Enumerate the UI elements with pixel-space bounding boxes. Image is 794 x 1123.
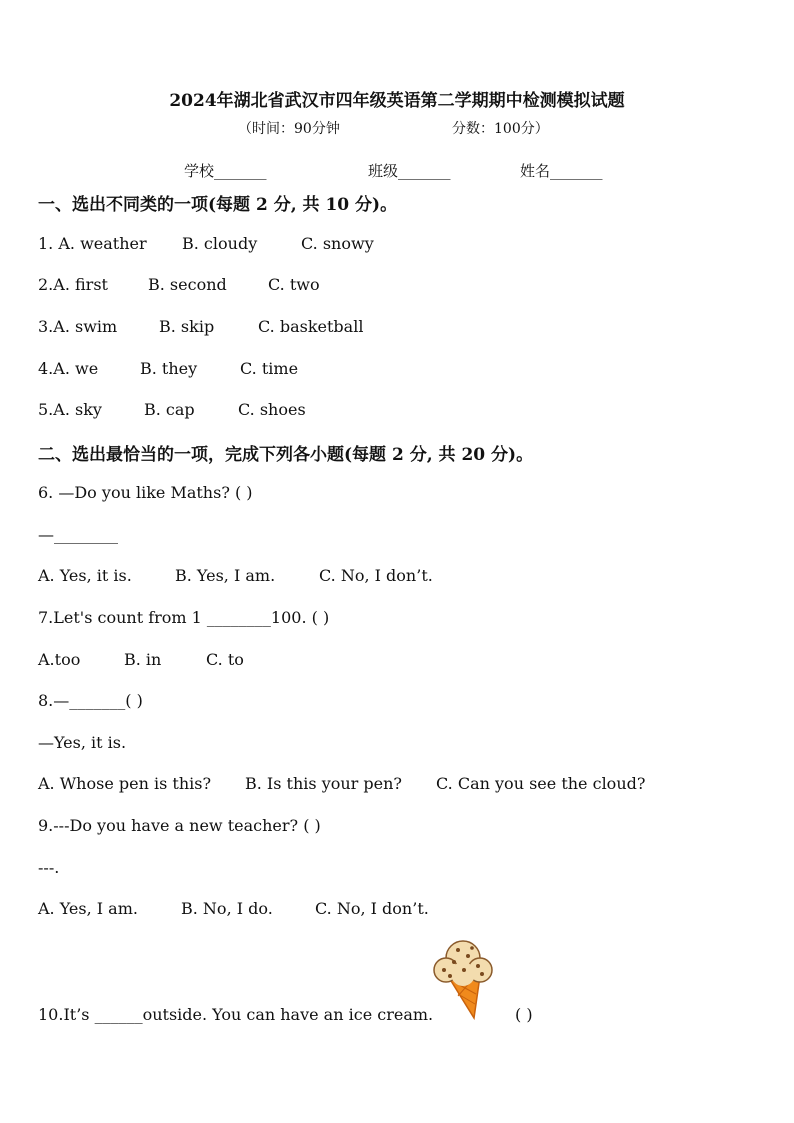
q9-answer: ---. bbox=[38, 858, 60, 877]
exam-time: （时间：90分钟 bbox=[238, 121, 340, 137]
q2-option-a: 2.A. first bbox=[38, 275, 108, 294]
q1-option-a: 1. A. weather bbox=[38, 234, 147, 253]
q1-option-b: B. cloudy bbox=[182, 234, 258, 253]
q4-option-c: C. time bbox=[240, 359, 299, 378]
q9-option-b: B. No, I do. bbox=[181, 899, 273, 918]
question-4 bbox=[38, 359, 299, 378]
q7-option-b: B. in bbox=[124, 650, 162, 669]
q2-option-c: C. two bbox=[268, 275, 320, 294]
q5-option-c: C. shoes bbox=[238, 400, 306, 419]
q8-option-a: A. Whose pen is this? bbox=[38, 774, 212, 793]
name-field: 姓名_______ bbox=[520, 162, 603, 180]
exam-score: 分数：100分） bbox=[452, 121, 549, 137]
q1-option-c: C. snowy bbox=[301, 234, 374, 253]
q3-option-a: 3.A. swim bbox=[38, 317, 118, 336]
q8-option-b: B. Is this your pen? bbox=[245, 774, 402, 793]
q7-stem: 7.Let's count from 1 ________100. ( ) bbox=[38, 608, 330, 627]
q7-options bbox=[38, 650, 244, 669]
q6-options bbox=[38, 566, 433, 585]
q9-stem: 9.---Do you have a new teacher? ( ) bbox=[38, 816, 321, 835]
section2-heading: 二、选出最恰当的一项，完成下列各小题(每题 2 分, 共 20 分)。 bbox=[38, 445, 534, 465]
q8-answer: —Yes, it is. bbox=[38, 733, 127, 752]
q6-answer-blank: —________ bbox=[38, 525, 118, 544]
q5-option-a: 5.A. sky bbox=[38, 400, 102, 419]
q10-answer-paren: ( ) bbox=[515, 1005, 533, 1024]
ice-cream-icon bbox=[430, 936, 496, 1022]
q9-option-a: A. Yes, I am. bbox=[38, 899, 138, 918]
q8-options bbox=[38, 774, 646, 793]
q4-option-b: B. they bbox=[140, 359, 198, 378]
q7-option-c: C. to bbox=[206, 650, 244, 669]
question-5 bbox=[38, 400, 306, 419]
q7-option-a: A.too bbox=[38, 650, 81, 669]
q8-stem: 8.—_______( ) bbox=[38, 691, 143, 710]
q9-option-c: C. No, I don’t. bbox=[315, 899, 429, 918]
question-2 bbox=[38, 275, 320, 294]
q2-option-b: B. second bbox=[148, 275, 227, 294]
q9-options bbox=[38, 899, 429, 918]
q6-option-b: B. Yes, I am. bbox=[175, 566, 276, 585]
q4-option-a: 4.A. we bbox=[38, 359, 99, 378]
q10-stem: 10.It’s ______outside. You can have an ice cream. bbox=[38, 1005, 434, 1024]
question-3 bbox=[38, 317, 364, 336]
q5-option-b: B. cap bbox=[144, 400, 195, 419]
class-field: 班级_______ bbox=[368, 162, 451, 180]
page-title: 2024年湖北省武汉市四年级英语第二学期期中检测模拟试题 bbox=[169, 91, 625, 111]
q3-option-b: B. skip bbox=[159, 317, 215, 336]
q6-option-a: A. Yes, it is. bbox=[38, 566, 132, 585]
q6-stem: 6. —Do you like Maths? ( ) bbox=[38, 483, 253, 502]
question-1 bbox=[38, 234, 374, 253]
q6-option-c: C. No, I don’t. bbox=[319, 566, 433, 585]
section1-heading: 一、选出不同类的一项(每题 2 分, 共 10 分)。 bbox=[38, 195, 398, 215]
school-field: 学校_______ bbox=[184, 162, 267, 180]
q3-option-c: C. basketball bbox=[258, 317, 364, 336]
q8-option-c: C. Can you see the cloud? bbox=[436, 774, 646, 793]
